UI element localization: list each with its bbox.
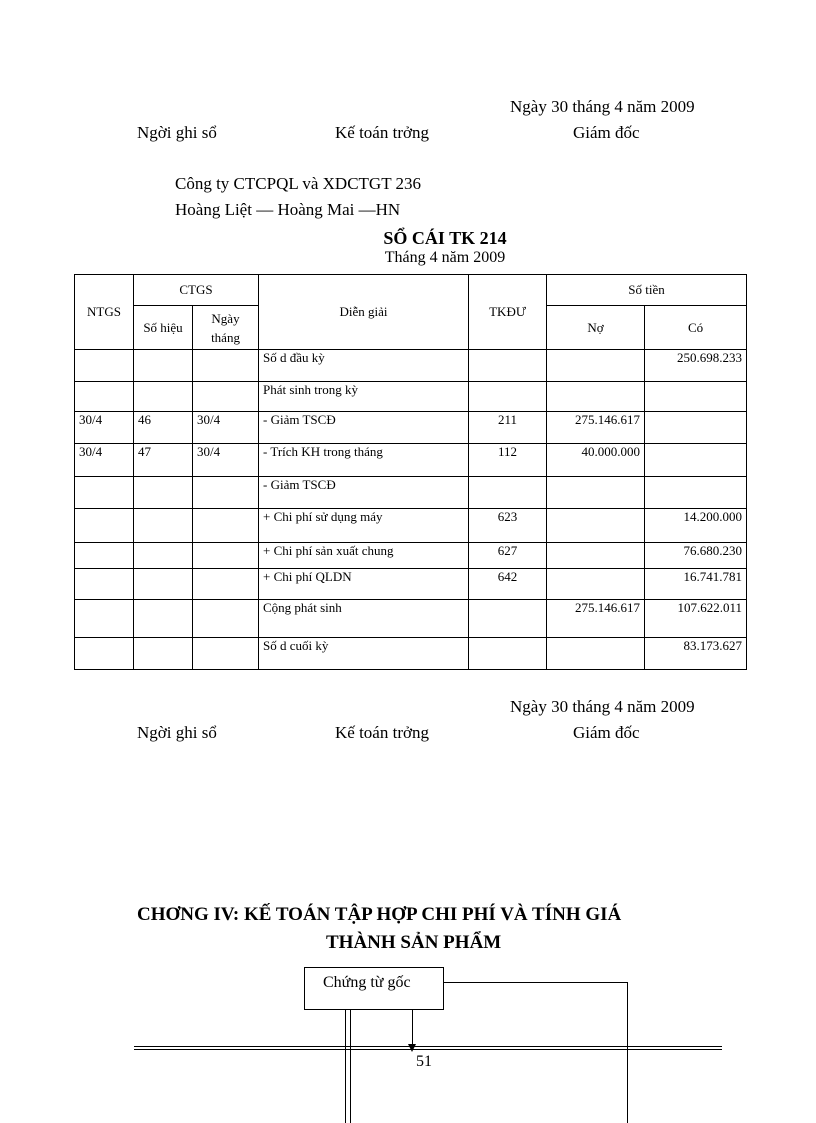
cell-dien-giai: - Giảm TSCĐ: [259, 477, 469, 509]
header-ctgs: CTGS: [134, 275, 259, 306]
table-row: [75, 638, 747, 670]
chapter-heading-line1: CHƠNG IV: KẾ TOÁN TẬP HỢP CHI PHÍ VÀ TÍNH GIÁ: [137, 904, 622, 925]
cell-no: 275.146.617: [547, 600, 645, 638]
cell-co: 16.741.781: [645, 569, 747, 600]
cell-so-hieu: 46: [134, 412, 193, 444]
cell-ntgs: [75, 569, 134, 600]
cell-dien-giai: Số d cuối kỳ: [259, 638, 469, 670]
table-row: [75, 444, 747, 477]
cell-so-hieu: [134, 543, 193, 569]
cell-ngay: [193, 382, 259, 412]
cell-ngay: 30/4: [193, 412, 259, 444]
cell-tkdu: [469, 600, 547, 638]
chapter-heading-line2: THÀNH SẢN PHẨM: [326, 932, 502, 953]
cell-dien-giai: + Chi phí sử dụng máy: [259, 509, 469, 543]
cell-ngay: [193, 543, 259, 569]
cell-ntgs: 30/4: [75, 444, 134, 477]
cell-tkdu: 627: [469, 543, 547, 569]
cell-dien-giai: Phát sinh trong kỳ: [259, 382, 469, 412]
cell-ngay: [193, 350, 259, 382]
cell-dien-giai: - Giảm TSCĐ: [259, 412, 469, 444]
header-so-tien: Số tiền: [547, 275, 747, 306]
table-row: [75, 543, 747, 569]
table-row: [75, 600, 747, 638]
bottom-recorder-label: Ngời ghi sổ: [137, 723, 217, 742]
cell-ntgs: [75, 600, 134, 638]
table-row: [75, 382, 747, 412]
header-tkdu: TKĐƯ: [469, 275, 547, 350]
cell-tkdu: [469, 638, 547, 670]
cell-no: [547, 350, 645, 382]
cell-tkdu: [469, 350, 547, 382]
cell-no: 40.000.000: [547, 444, 645, 477]
source-document-box: [304, 967, 444, 1010]
cell-ntgs: [75, 350, 134, 382]
cell-tkdu: 112: [469, 444, 547, 477]
cell-ntgs: [75, 382, 134, 412]
cell-so-hieu: 47: [134, 444, 193, 477]
cell-co: 107.622.011: [645, 600, 747, 638]
header-no: Nợ: [547, 306, 645, 350]
cell-ntgs: [75, 509, 134, 543]
bottom-date: Ngày 30 tháng 4 năm 2009: [510, 697, 695, 716]
cell-dien-giai: - Trích KH trong tháng: [259, 444, 469, 477]
cell-tkdu: 211: [469, 412, 547, 444]
source-document-label: Chứng từ gốc: [323, 974, 411, 991]
cell-dien-giai: Cộng phát sinh: [259, 600, 469, 638]
bottom-director-label: Giám đốc: [573, 723, 640, 742]
header-ntgs: NTGS: [75, 275, 134, 350]
cell-ntgs: [75, 638, 134, 670]
cell-so-hieu: [134, 569, 193, 600]
company-name: Công ty CTCPQL và XDCTGT 236: [175, 174, 422, 193]
cell-so-hieu: [134, 382, 193, 412]
cell-ntgs: [75, 543, 134, 569]
cell-co: [645, 477, 747, 509]
footer-rule: [134, 1046, 722, 1047]
table-row: [75, 509, 747, 543]
cell-no: [547, 382, 645, 412]
cell-so-hieu: [134, 509, 193, 543]
cell-tkdu: 623: [469, 509, 547, 543]
cell-tkdu: [469, 382, 547, 412]
cell-tkdu: [469, 477, 547, 509]
company-address: Hoàng Liệt — Hoàng Mai —HN: [175, 200, 401, 219]
cell-co: 76.680.230: [645, 543, 747, 569]
cell-co: 14.200.000: [645, 509, 747, 543]
header-dien-giai: Diễn giải: [259, 275, 469, 350]
cell-no: [547, 477, 645, 509]
connector-line: [345, 1010, 346, 1123]
table-row: [75, 350, 747, 382]
cell-no: 275.146.617: [547, 412, 645, 444]
cell-co: [645, 382, 747, 412]
cell-dien-giai: + Chi phí sản xuất chung: [259, 543, 469, 569]
page-number: 51: [416, 1053, 432, 1070]
cell-co: [645, 412, 747, 444]
header-so-hieu: Số hiệu: [134, 306, 193, 350]
cell-no: [547, 569, 645, 600]
ledger-title: SỔ CÁI TK 214: [383, 228, 507, 248]
cell-no: [547, 638, 645, 670]
connector-line: [412, 1010, 413, 1046]
table-row: [75, 569, 747, 600]
cell-ngay: [193, 477, 259, 509]
cell-dien-giai: + Chi phí QLDN: [259, 569, 469, 600]
bottom-accountant-label: Kế toán trởng: [335, 723, 429, 742]
header-co: Có: [645, 306, 747, 350]
header-ngay-thang: Ngày tháng: [193, 306, 259, 350]
cell-ngay: 30/4: [193, 444, 259, 477]
cell-ngay: [193, 638, 259, 670]
cell-no: [547, 509, 645, 543]
cell-ngay: [193, 569, 259, 600]
cell-no: [547, 543, 645, 569]
ledger-period: Tháng 4 năm 2009: [384, 249, 506, 266]
connector-line: [627, 982, 628, 1123]
cell-ngay: [193, 600, 259, 638]
cell-co: [645, 444, 747, 477]
table-row: [75, 412, 747, 444]
top-recorder-label: Ngời ghi sổ: [137, 123, 217, 142]
cell-ntgs: [75, 477, 134, 509]
cell-so-hieu: [134, 477, 193, 509]
connector-line: [444, 982, 628, 983]
cell-ntgs: 30/4: [75, 412, 134, 444]
cell-dien-giai: Số d đầu kỳ: [259, 350, 469, 382]
top-director-label: Giám đốc: [573, 123, 640, 142]
table-row: [75, 477, 747, 509]
cell-tkdu: 642: [469, 569, 547, 600]
top-date: Ngày 30 tháng 4 năm 2009: [510, 97, 695, 116]
footer-rule: [134, 1049, 722, 1050]
cell-co: 83.173.627: [645, 638, 747, 670]
cell-ngay: [193, 509, 259, 543]
cell-so-hieu: [134, 350, 193, 382]
cell-so-hieu: [134, 600, 193, 638]
ledger-table: [74, 274, 747, 670]
cell-so-hieu: [134, 638, 193, 670]
connector-line: [350, 1010, 351, 1123]
top-accountant-label: Kế toán trởng: [335, 123, 429, 142]
cell-co: 250.698.233: [645, 350, 747, 382]
